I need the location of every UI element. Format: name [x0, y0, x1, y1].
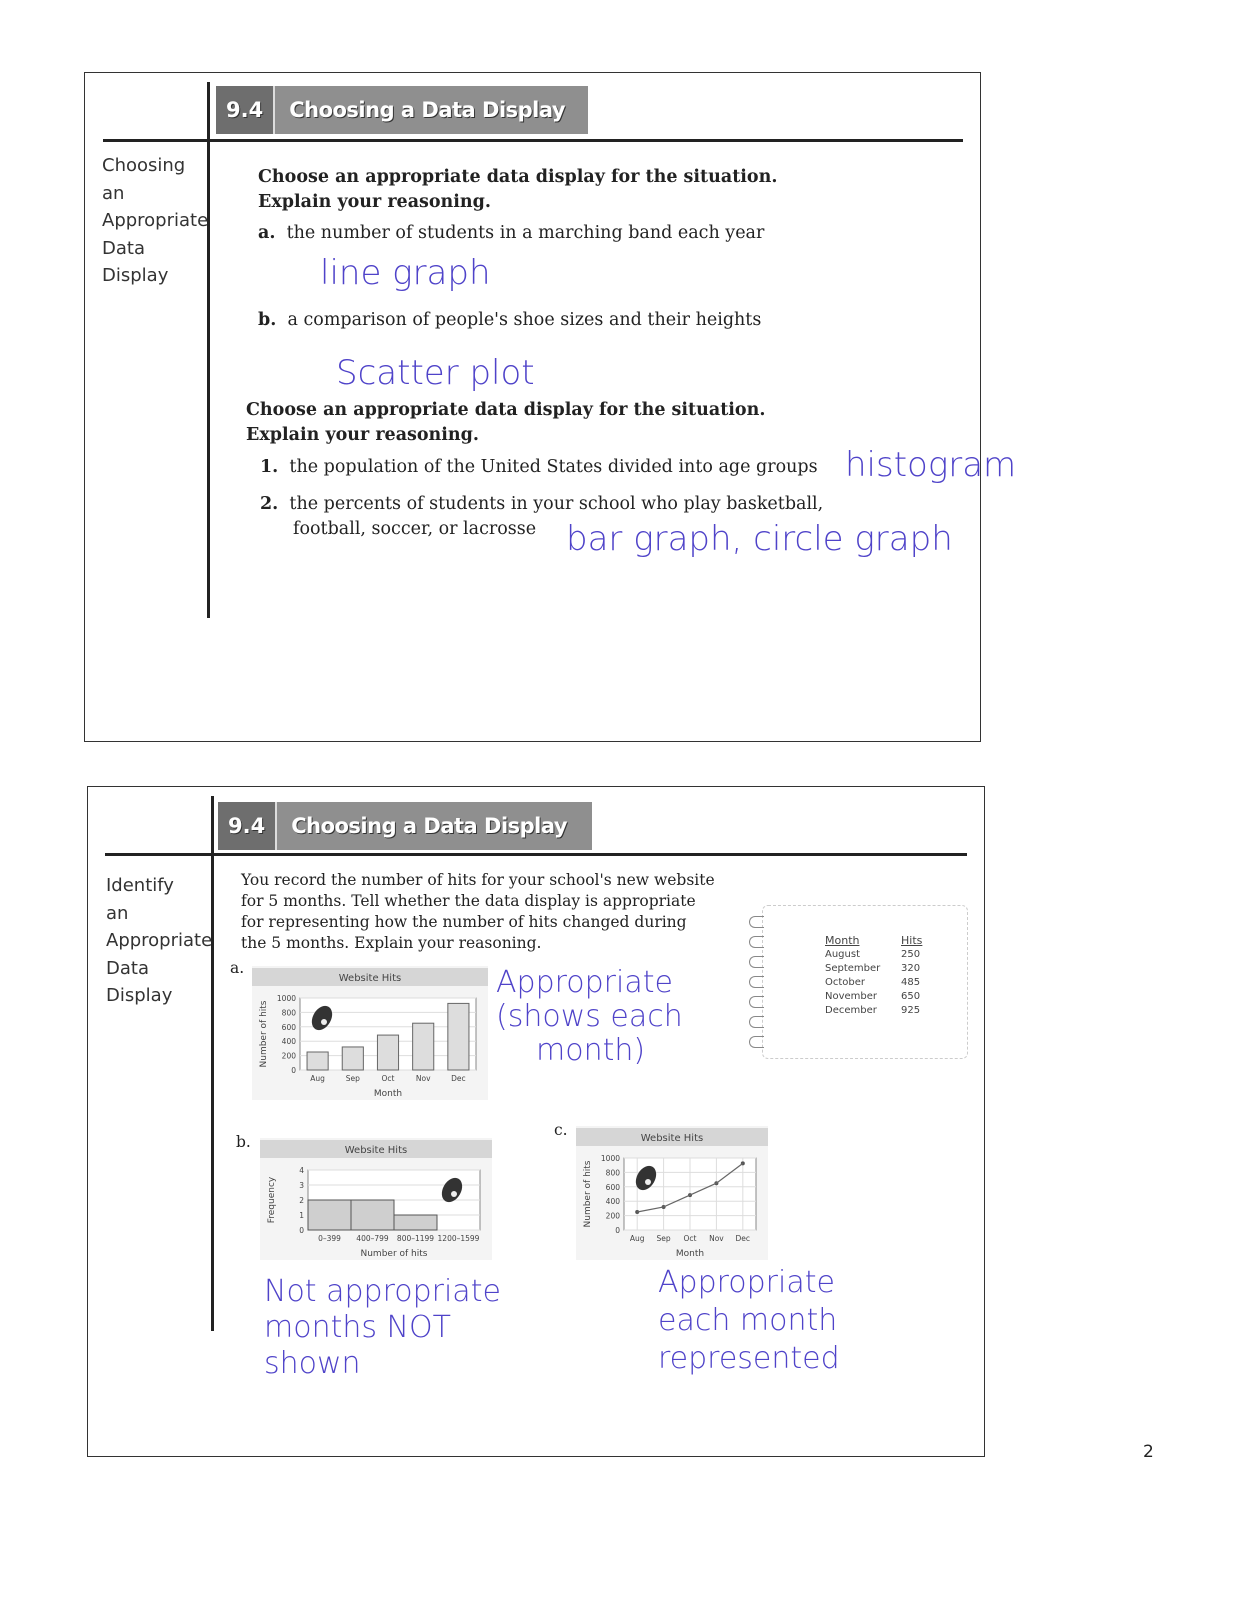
prompt: Choose an appropriate data display for the situation. Explain your reasoning. — [246, 400, 766, 445]
y-tick-label: 2 — [299, 1196, 304, 1205]
part-label: a. — [230, 959, 245, 977]
answer-line: months NOT — [264, 1310, 451, 1345]
y-tick-label: 1 — [299, 1211, 304, 1220]
ring-icon — [749, 996, 764, 1008]
histogram-bar — [308, 1200, 351, 1230]
y-tick-label: 800 — [605, 1168, 620, 1178]
answer-line: Appropriate — [496, 965, 673, 1000]
section-title: Choosing a Data Display — [291, 814, 568, 838]
item-text: the number of students in a marching band each year — [286, 223, 765, 243]
divider — [103, 139, 963, 142]
answer-line: Not appropriate — [264, 1274, 501, 1309]
item-label: b. — [258, 310, 277, 330]
y-tick-label: 200 — [605, 1211, 620, 1221]
answer-line: shown — [264, 1346, 361, 1381]
side-label-line: Display — [102, 265, 169, 286]
slide-2-header — [218, 802, 592, 850]
x-tick-label: Sep — [345, 1074, 360, 1083]
ring-icon — [749, 916, 764, 928]
side-label-line: an — [102, 182, 125, 204]
x-tick-label: Dec — [451, 1074, 466, 1083]
notebook-table — [762, 905, 968, 1059]
table-row — [825, 962, 928, 976]
side-label-line: Appropriate — [106, 930, 213, 951]
line-chart — [576, 1126, 768, 1260]
answer-line: month) — [536, 1033, 646, 1068]
item-text: a comparison of people's shoe sizes and their heights — [287, 310, 762, 330]
answer-line: (shows each — [496, 999, 683, 1034]
side-label-line: Display — [106, 985, 173, 1006]
table-cell: 485 — [901, 977, 921, 988]
chart-title: Website Hits — [344, 1145, 408, 1156]
side-label — [102, 152, 208, 290]
bar-chart — [252, 966, 488, 1100]
item-label: a. — [258, 223, 276, 243]
y-tick-label: 600 — [605, 1182, 620, 1192]
part-label: c. — [554, 1121, 568, 1139]
y-tick-label: 1000 — [276, 994, 296, 1003]
table-cell: 650 — [901, 991, 921, 1002]
mouse-icon — [645, 1179, 651, 1185]
part-label: b. — [236, 1133, 251, 1151]
side-label-line: Appropriate — [102, 210, 209, 231]
x-tick-label: Aug — [310, 1074, 325, 1083]
handwritten-answer — [658, 1264, 840, 1378]
answer-line: each month — [658, 1303, 838, 1338]
handwritten-answer: histogram — [845, 445, 1017, 485]
divider — [105, 853, 967, 856]
prompt: You record the number of hits for your school's new website for 5 months. Tell whether the data display is appropriate for representing how the number of hits changed during the 5 months. Explain your reasoning. — [241, 871, 715, 952]
x-tick-label: 400–799 — [356, 1234, 389, 1243]
histogram-bar — [394, 1215, 437, 1230]
bar — [307, 1052, 328, 1070]
x-tick-label: Oct — [683, 1234, 697, 1243]
table-row — [825, 976, 928, 990]
table-cell: 250 — [901, 949, 921, 960]
x-tick-label: Nov — [709, 1234, 724, 1243]
ring-icon — [749, 956, 764, 968]
table-row — [825, 1004, 928, 1018]
chart-title: Website Hits — [640, 1133, 704, 1144]
y-axis-label: Number of hits — [583, 1160, 593, 1228]
x-tick-label: 0–399 — [318, 1234, 341, 1243]
mouse-icon — [321, 1019, 327, 1025]
item-label: 1. — [260, 457, 279, 477]
side-label-line: an — [106, 902, 129, 924]
side-label-line: Data — [102, 237, 145, 259]
item-text: football, soccer, or lacrosse — [293, 519, 537, 539]
side-label-line: Identify — [106, 875, 174, 896]
table-cell: October — [825, 977, 866, 988]
y-axis-label: Frequency — [267, 1176, 277, 1224]
hits-table — [825, 934, 928, 1018]
x-tick-label: Oct — [381, 1074, 395, 1083]
bar — [413, 1023, 434, 1070]
handwritten-answer: line graph — [320, 253, 491, 293]
bar — [342, 1047, 363, 1070]
x-tick-label: Nov — [415, 1074, 431, 1083]
slide-1-header — [216, 86, 588, 134]
y-tick-label: 1000 — [600, 1154, 620, 1163]
x-axis-label: Month — [675, 1249, 705, 1259]
x-tick-label: Sep — [656, 1234, 671, 1243]
handwritten-answer — [264, 1274, 501, 1382]
x-tick-label: 800–1199 — [396, 1234, 435, 1243]
y-tick-label: 800 — [281, 1008, 296, 1018]
handwritten-answer: Scatter plot — [336, 353, 535, 393]
section-number: 9.4 — [216, 86, 275, 134]
y-tick-label: 0 — [615, 1226, 620, 1235]
answer-line: represented — [658, 1341, 840, 1376]
side-label — [106, 872, 212, 1010]
side-label-line: Choosing — [102, 155, 186, 176]
y-tick-label: 3 — [299, 1181, 304, 1190]
mouse-icon — [451, 1191, 457, 1197]
section-title: Choosing a Data Display — [289, 98, 566, 122]
y-tick-label: 400 — [281, 1037, 296, 1047]
table-row — [825, 990, 928, 1004]
side-label-line: Data — [106, 957, 149, 979]
item-text: the population of the United States divided into age groups — [289, 457, 818, 477]
histogram-chart — [260, 1138, 492, 1260]
table-header: Month — [825, 934, 860, 947]
x-axis-label: Number of hits — [360, 1249, 428, 1259]
item-label: 2. — [260, 494, 279, 514]
y-tick-label: 0 — [299, 1226, 304, 1235]
table-cell: 320 — [901, 963, 921, 974]
histogram-bar — [351, 1200, 394, 1230]
y-tick-label: 200 — [281, 1051, 296, 1061]
ring-icon — [749, 976, 764, 988]
prompt: Choose an appropriate data display for the situation. Explain your reasoning. — [258, 167, 778, 212]
bar — [448, 1003, 469, 1070]
table-cell: 925 — [901, 1005, 921, 1016]
y-axis-label: Number of hits — [259, 1000, 269, 1068]
x-tick-label: Aug — [629, 1234, 645, 1243]
table-cell: August — [825, 949, 860, 960]
handwritten-answer — [496, 966, 683, 1068]
y-tick-label: 0 — [291, 1066, 296, 1075]
y-tick-label: 600 — [281, 1022, 296, 1032]
item-text: the percents of students in your school who play basketball, — [289, 494, 824, 514]
ring-icon — [749, 1036, 764, 1048]
table-cell: September — [825, 963, 881, 974]
page-number: 2 — [1143, 1442, 1154, 1462]
table-cell: December — [825, 1005, 877, 1016]
x-tick-label: Dec — [735, 1234, 751, 1243]
y-tick-label: 400 — [605, 1197, 620, 1207]
table-cell: November — [825, 991, 878, 1002]
table-row — [825, 948, 928, 962]
ring-icon — [749, 936, 764, 948]
chart-title: Website Hits — [338, 973, 402, 984]
x-tick-label: 1200–1599 — [437, 1234, 480, 1243]
handwritten-answer: bar graph, circle graph — [566, 519, 953, 559]
ring-icon — [749, 1016, 764, 1028]
bar — [377, 1035, 398, 1070]
answer-line: Appropriate — [658, 1265, 835, 1300]
y-tick-label: 4 — [299, 1166, 304, 1175]
x-axis-label: Month — [373, 1089, 403, 1099]
section-number: 9.4 — [218, 802, 277, 850]
table-header: Hits — [901, 934, 923, 947]
